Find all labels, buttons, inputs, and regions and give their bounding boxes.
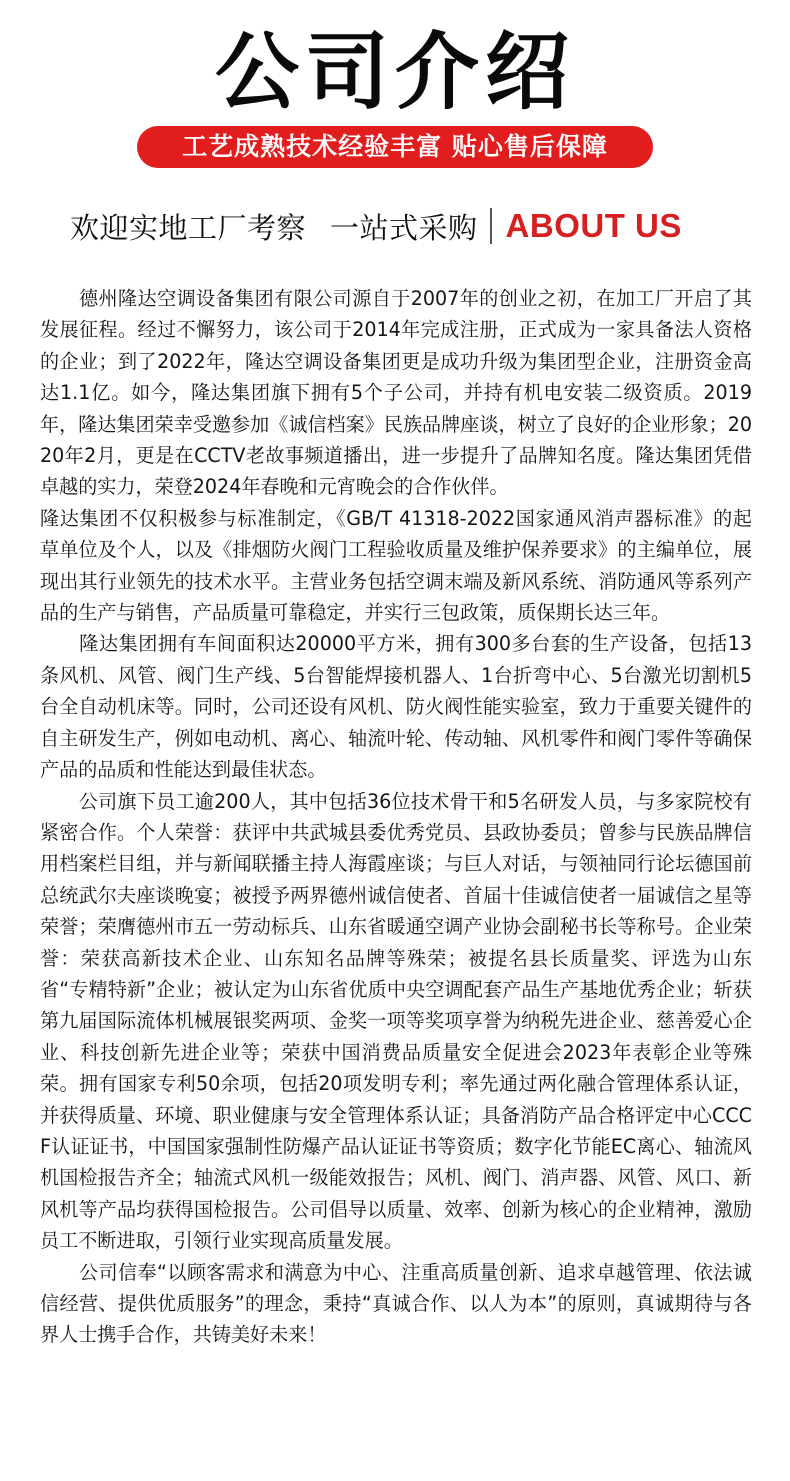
subheading-one-stop: 一站式采购	[330, 210, 478, 245]
paragraph-standards: 隆达集团不仅积极参与标准制定，《GB/T 41318-2022国家通风消声器标准》的起草单位及个人，以及《排烟防火阀门工程验收质量及维护保养要求》的主编单位，展现出其行业领先的技术水平。主营业务包括空调末端及新风系统、消防通风等系列产品的生产与销售，产品质量可靠稳定，并实行三包政策，质保期长达三年。	[40, 506, 752, 625]
subheading	[70, 200, 682, 252]
paragraph-honors: 公司旗下员工逾200人，其中包括36位技术骨干和5名研发人员，与多家院校有紧密合作。个人荣誉：获评中共武城县委优秀党员、县政协委员；曾参与民族品牌信用档案栏目组，并与新闻联播主持人海霞座谈；与巨人对话，与领袖同行论坛德国前总统武尔夫座谈晚宴；被授予两界德州诚信使者、首届十佳诚信使者一届诚信之星等荣誉；荣膺德州市五一劳动标兵、山东省暖通空调产业协会副秘书长等称号。企业荣誉：荣获高新技术企业、山东知名品牌等殊荣；被提名县长质量奖、评选为山东省“专精特新”企业；被认定为山东省优质中央空调配套产品生产基地优秀企业；斩获第九届国际流体机械展银奖两项、金奖一项等奖项享誉为纳税先进企业、慈善爱心企业、科技创新先进企业等；荣获中国消费品质量安全促进会2023年表彰企业等殊荣。拥有国家专利50余项，包括20项发明专利；率先通过两化融合管理体系认证，并获得质量、环境、职业健康与安全管理体系认证；具备消防产品合格评定中心CCCF认证证书，中国国家强制性防爆产品认证证书等资质；数字化节能EC离心、轴流风机国检报告齐全；轴流式风机一级能效报告；风机、阀门、消声器、风管、风口、新风机等产品均获得国检报告。公司倡导以质量、效率、创新为核心的企业精神，激励员工不断进取，引领行业实现高质量发展。	[40, 789, 752, 1253]
subheading-visit: 欢迎实地工厂考察	[70, 210, 307, 245]
about-us-label: ABOUT US	[505, 207, 682, 244]
slogan-banner: 工艺成熟技术经验丰富 贴心售后保障	[137, 126, 653, 168]
paragraph-history: 德州隆达空调设备集团有限公司源自于2007年的创业之初，在加工厂开启了其发展征程。经过不懈努力，该公司于2014年完成注册，正式成为一家具备法人资格的企业；到了2022年，隆达空调设备集团更是成功升级为集团型企业，注册资金高达1.1亿。如今，隆达集团旗下拥有5个子公司，并持有机电安装二级资质。2019年，隆达集团荣幸受邀参加《诚信档案》民族品牌座谈，树立了良好的企业形象；2020年2月，更是在CCTV老故事频道播出，进一步提升了品牌知名度。隆达集团凭借卓越的实力，荣登2024年春晚和元宵晚会的合作伙伴。	[40, 287, 752, 499]
page-title: 公司介绍	[214, 23, 575, 121]
intro-body	[40, 283, 752, 1351]
paragraph-facilities: 隆达集团拥有车间面积达20000平方米，拥有300多台套的生产设备，包括13条风机、风管、阀门生产线、5台智能焊接机器人、1台折弯中心、5台激光切割机5台全自动机床等。同时，公司还设有风机、防火阀性能实验室，致力于重要关键件的自主研发生产，例如电动机、离心、轴流叶轮、传动轴、风机零件和阀门零件等确保产品的品质和性能达到最佳状态。	[40, 632, 752, 782]
subheading-divider	[490, 208, 492, 244]
paragraph-philosophy: 公司信奉“以顾客需求和满意为中心、注重高质量创新、追求卓越管理、依法诚信经营、提供优质服务”的理念，秉持“真诚合作、以人为本”的原则，真诚期待与各界人士携手合作，共铸美好未来！	[40, 1260, 752, 1347]
